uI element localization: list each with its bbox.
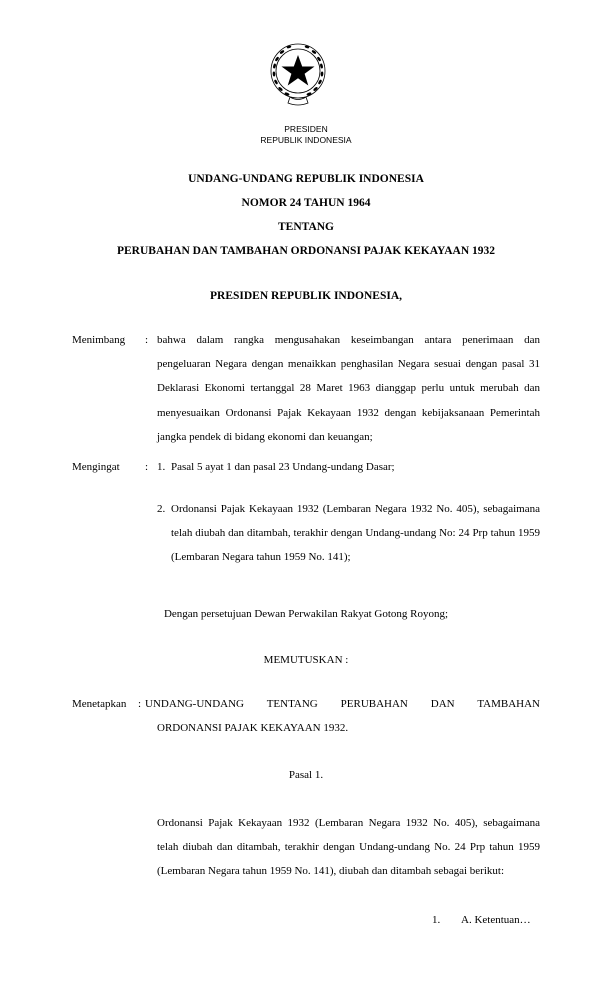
mengingat-item1-text: Pasal 5 ayat 1 dan pasal 23 Undang-undang Dasar; <box>171 461 395 473</box>
decision-heading: MEMUTUSKAN : <box>263 654 349 666</box>
seal-caption-republik: REPUBLIK INDONESIA <box>260 135 352 145</box>
menetapkan-label: Menetapkan <box>72 698 127 710</box>
menetapkan-line1 <box>145 692 540 716</box>
article-heading: Pasal 1. <box>288 769 324 781</box>
law-subject: PERUBAHAN DAN TAMBAHAN ORDONANSI PAJAK KEKAYAAN 1932 <box>116 245 496 257</box>
menetapkan-line2-text: ORDONANSI PAJAK KEKAYAAN 1932. <box>157 722 349 735</box>
mengingat-item2-number: 2. <box>157 503 166 515</box>
menetapkan-text <box>145 692 540 740</box>
menetapkan-line1-text: UNDANG-UNDANG TENTANG PERUBAHAN DAN TAMBAHAN <box>145 698 540 710</box>
mengingat-item1-number: 1. <box>157 461 166 473</box>
article-text: Ordonansi Pajak Kekayaan 1932 (Lembaran Negara 1932 No. 405), sebagaimana telah diubah dan ditambah, terakhir dengan Undang-undang No. 24 Prp tahun 1959 (Lembaran Negara tahun 1959 No. 141), diubah dan ditambah sebagai berikut: <box>157 817 540 878</box>
approval-statement: Dengan persetujuan Dewan Perwakilan Rakyat Gotong Royong; <box>163 608 449 620</box>
garuda-emblem-icon <box>268 37 328 109</box>
law-about-label: TENTANG <box>277 221 335 233</box>
enacting-authority: PRESIDEN REPUBLIK INDONESIA, <box>209 290 403 302</box>
law-number: NOMOR 24 TAHUN 1964 <box>241 197 371 209</box>
seal-caption-presiden: PRESIDEN <box>284 124 328 134</box>
continuation-number: 1. <box>432 914 441 926</box>
menimbang-text: bahwa dalam rangka mengusahakan keseimbangan antara penerimaan dan pengeluaran Negara dengan menaikkan penghasilan Negara sesuai dengan pasal 31 Deklarasi Ekonomi tertanggal 28 Maret 1963 dianggap perlu untuk merubah dan menyesuaikan Ordonansi Pajak Kekayaan 1932 dengan kebijaksanaan Pemerintah jangka pendek di bidang ekonomi dan keuangan; <box>157 334 540 443</box>
mengingat-colon: : <box>145 461 149 473</box>
menetapkan-colon: : <box>138 698 142 710</box>
law-title: UNDANG-UNDANG REPUBLIK INDONESIA <box>188 173 424 185</box>
menimbang-label: Menimbang <box>72 334 126 346</box>
menimbang-colon: : <box>145 334 149 346</box>
mengingat-item2-text: Ordonansi Pajak Kekayaan 1932 (Lembaran Negara 1932 No. 405), sebagaimana telah diubah dan ditambah, terakhir dengan Undang-undang No: 24 Prp tahun 1959 (Lembaran Negara tahun 1959 No. 141); <box>171 503 540 564</box>
continuation-text: A. Ketentuan… <box>461 914 531 926</box>
mengingat-label: Mengingat <box>72 461 120 473</box>
